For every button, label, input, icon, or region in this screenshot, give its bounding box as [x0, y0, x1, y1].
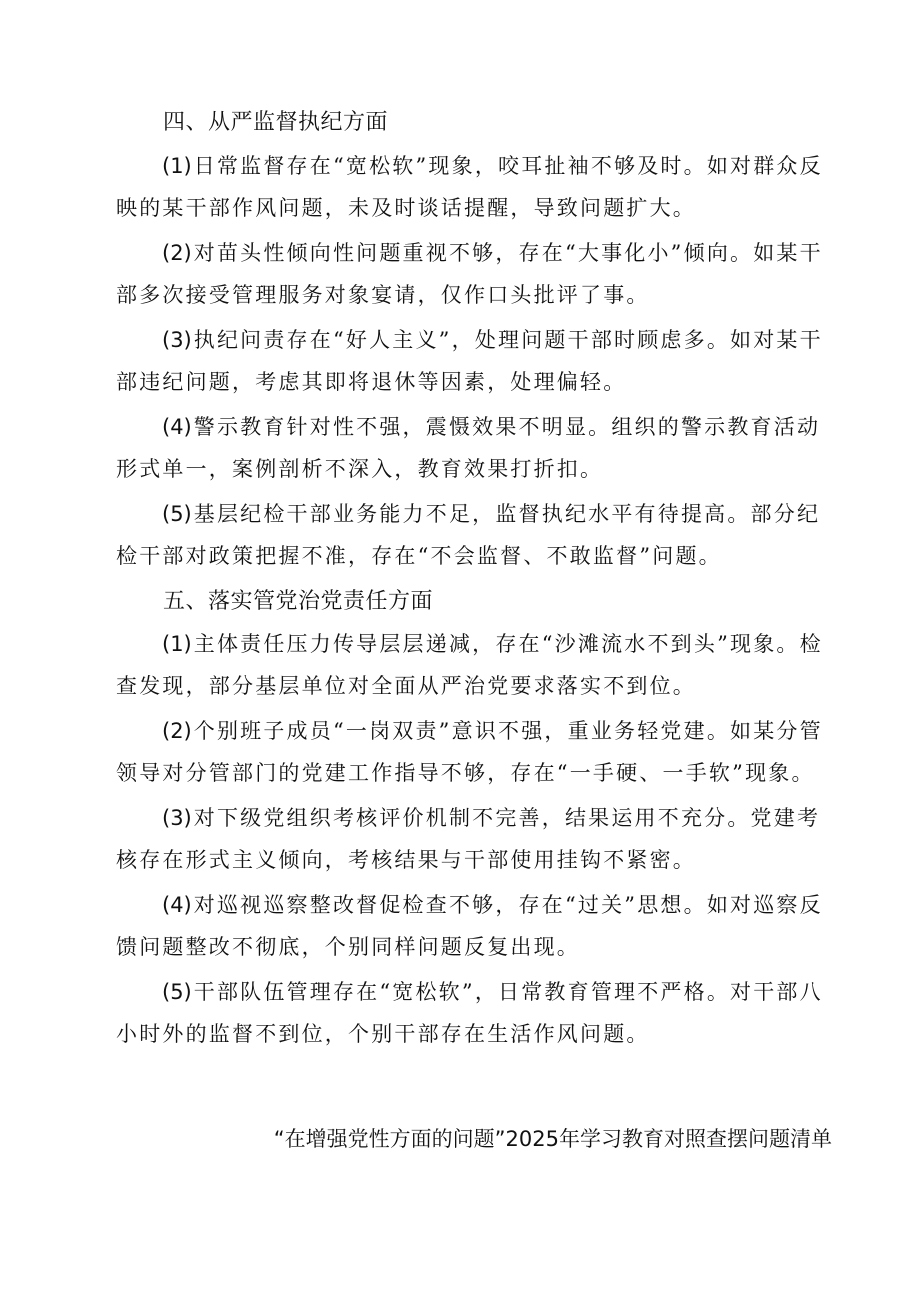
paragraph-5-3 — [116, 797, 828, 881]
paragraph-4-5 — [116, 493, 828, 577]
paragraph-4-2 — [116, 232, 828, 316]
item-number: (3) — [162, 328, 192, 352]
paragraph-4-4 — [116, 406, 828, 490]
item-text: 对下级党组织考核评价机制不完善，结果运用不充分。党建考核存在形式主义倾向，考核结果与干部使用挂钩不紧密。 — [116, 806, 821, 872]
item-number: (1) — [162, 632, 192, 656]
item-number: (5) — [162, 980, 192, 1004]
item-text: 个别班子成员“一岗双责”意识不强，重业务轻党建。如某分管领导对分管部门的党建工作指导不够，存在“一手硬、一手软”现象。 — [116, 719, 823, 785]
section-heading-4: 四、从严监督执纪方面 — [163, 110, 389, 135]
item-number: (5) — [162, 502, 192, 526]
item-text: 警示教育针对性不强，震慑效果不明显。组织的警示教育活动形式单一，案例剖析不深入，教育效果打折扣。 — [116, 415, 821, 481]
paragraph-5-4 — [116, 884, 828, 968]
paragraph-4-1 — [116, 145, 828, 229]
item-text: 对巡视巡察整改督促检查不够，存在“过关”思想。如对巡察反馈问题整改不彻底，个别同样问题反复出现。 — [116, 893, 823, 959]
item-number: (4) — [162, 415, 192, 439]
paragraph-5-5 — [116, 971, 828, 1055]
item-number: (1) — [162, 154, 192, 178]
item-text: 执纪问责存在“好人主义”，处理问题干部时顾虑多。如对某干部违纪问题，考虑其即将退休等因素，处理偏轻。 — [116, 328, 823, 394]
paragraph-5-2 — [116, 710, 828, 794]
section-heading-5: 五、落实管党治党责任方面 — [163, 589, 434, 614]
item-text: 主体责任压力传导层层递减，存在“沙滩流水不到头”现象。检查发现，部分基层单位对全面从严治党要求落实不到位。 — [116, 632, 823, 698]
paragraph-5-1 — [116, 623, 828, 707]
item-text: 对苗头性倾向性问题重视不够，存在“大事化小”倾向。如某干部多次接受管理服务对象宴请，仅作口头批评了事。 — [116, 241, 823, 307]
item-text: 基层纪检干部业务能力不足，监督执纪水平有待提高。部分纪检干部对政策把握不准，存在“不会监督、不敢监督”问题。 — [116, 502, 821, 568]
item-number: (4) — [162, 893, 192, 917]
item-number: (2) — [162, 241, 192, 265]
item-number: (3) — [162, 806, 192, 830]
item-text: 干部队伍管理存在“宽松软”，日常教育管理不严格。对干部八小时外的监督不到位，个别干部存在生活作风问题。 — [116, 980, 823, 1046]
next-document-title: “在增强党性方面的问题”2025年学习教育对照查摆问题清单 — [273, 1127, 832, 1151]
item-text: 日常监督存在“宽松软”现象，咬耳扯袖不够及时。如对群众反映的某干部作风问题，未及时谈话提醒，导致问题扩大。 — [116, 154, 823, 220]
item-number: (2) — [162, 719, 192, 743]
paragraph-4-3 — [116, 319, 828, 403]
